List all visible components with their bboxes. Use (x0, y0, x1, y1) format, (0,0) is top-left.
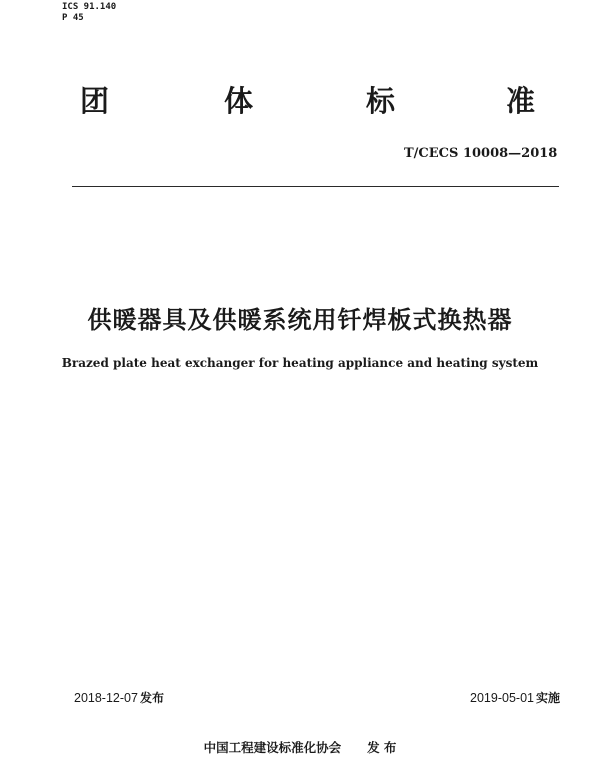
standard-kind-char-2: 体 (224, 84, 254, 118)
issue-label: 发布 (139, 691, 164, 705)
publisher-verb: 发 布 (367, 740, 397, 755)
publisher-line (0, 738, 600, 756)
standard-kind-char-1: 团 (80, 84, 110, 118)
ics-code: ICS 91.140 (62, 2, 117, 12)
standard-kind-char-3: 标 (366, 84, 396, 118)
publisher-name: 中国工程建设标准化协会 (203, 740, 342, 755)
issue-date: 2018-12-07 (74, 691, 138, 705)
standard-kind-char-4: 准 (506, 84, 536, 118)
header-divider (72, 186, 559, 187)
standard-number: T/CECS 10008—2018 (404, 146, 558, 161)
classification-codes (62, 2, 116, 24)
implement-label: 实施 (535, 691, 560, 705)
title-chinese: 供暖器具及供暖系统用钎焊板式换热器 (87, 306, 513, 334)
ccs-code: P 45 (62, 13, 84, 23)
title-english: Brazed plate heat exchanger for heating appliance and heating system (61, 356, 539, 370)
implement-date-line (470, 689, 560, 706)
issue-date-line (74, 689, 164, 706)
implement-date: 2019-05-01 (470, 691, 534, 705)
